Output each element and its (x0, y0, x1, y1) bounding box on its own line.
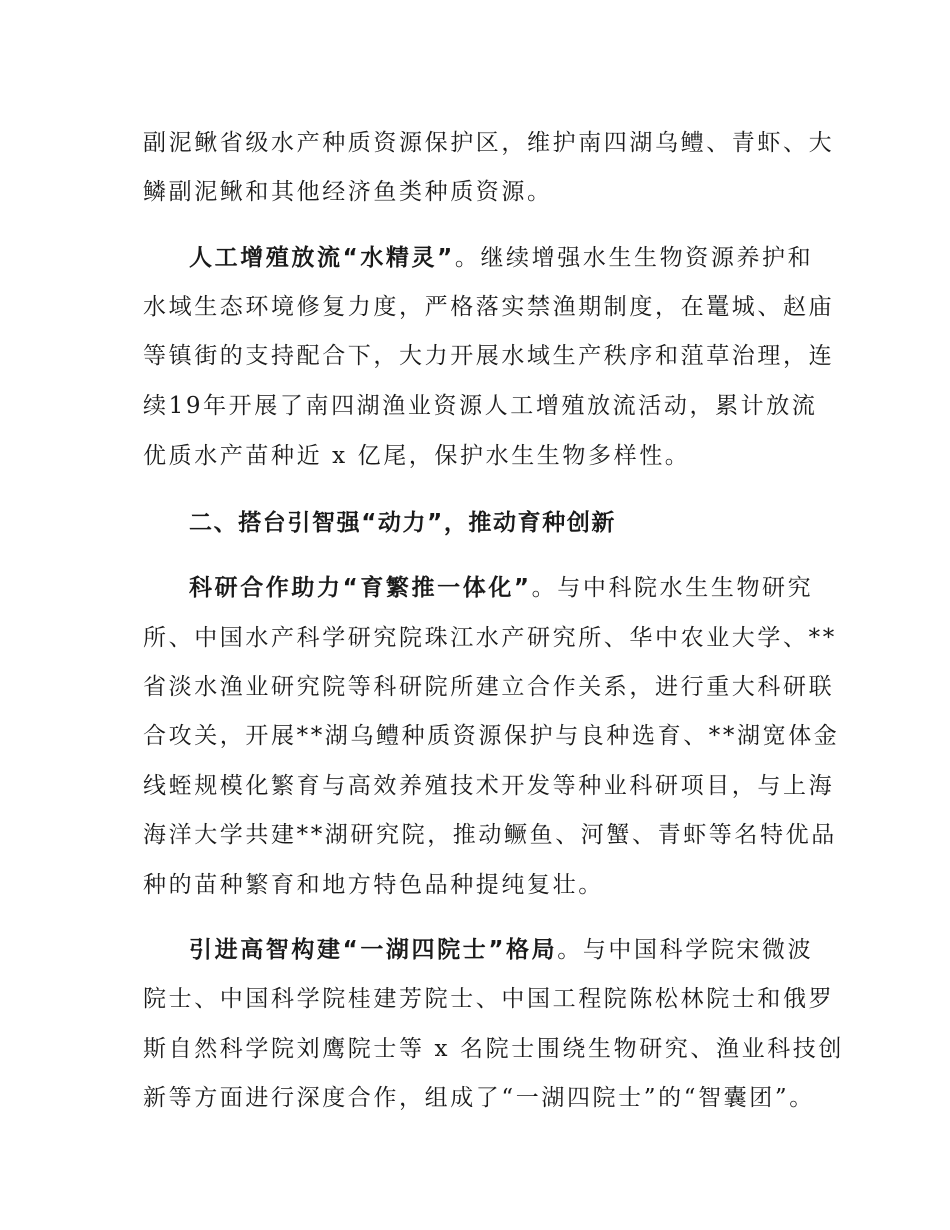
paragraph-4-title: 引进高智构建“一湖四院士”格局 (189, 937, 558, 963)
paragraph-2-line-3: 等镇街的支持配合下，大力开展水域生产秩序和菹草治理，连 (143, 343, 835, 369)
section-heading: 二、搭台引智强“动力”，推动育种创新 (189, 510, 617, 536)
paragraph-3-line-1-text: 。与中科院水生生物研究 (531, 575, 814, 601)
paragraph-2-line-1-text: 。继续增强水生生物资源养护和 (454, 245, 814, 271)
paragraph-4-line-1 (189, 930, 813, 970)
paragraph-3-line-1 (189, 568, 813, 608)
paragraph-3-line-5: 线蛭规模化繁育与高效养殖技术开发等种业科研项目，与上海 (143, 773, 835, 799)
paragraph-2-line-4: 续19年开展了南四湖渔业资源人工增殖放流活动，累计放流 (143, 393, 818, 419)
paragraph-3-line-7: 种的苗种繁育和地方特色品种提纯复壮。 (143, 872, 604, 898)
paragraph-1-line-2: 鳞副泥鳅和其他经济鱼类种质资源。 (143, 179, 553, 205)
paragraph-4-line-2: 院士、中国科学院桂建芳院士、中国工程院陈松林院士和俄罗 (143, 986, 835, 1012)
paragraph-4-line-1-text: 。与中国科学院宋微波 (557, 937, 814, 963)
paragraph-2-line-1 (189, 238, 813, 278)
paragraph-2-line-5: 优质水产苗种近 x 亿尾，保护水生生物多样性。 (143, 443, 691, 469)
paragraph-3-title: 科研合作助力“育繁推一体化” (189, 575, 532, 601)
paragraph-3-line-4: 合攻关，开展**湖乌鳢种质资源保护与良种选育、**湖宽体金 (143, 723, 840, 749)
paragraph-2-line-2: 水域生态环境修复力度，严格落实禁渔期制度，在鼍城、赵庙 (143, 294, 835, 320)
paragraph-3-line-3: 省淡水渔业研究院等科研院所建立合作关系，进行重大科研联 (143, 674, 835, 700)
paragraph-4-line-3: 斯自然科学院刘鹰院士等 x 名院士围绕生物研究、渔业科技创 (143, 1036, 844, 1062)
paragraph-3-line-6: 海洋大学共建**湖研究院，推动鳜鱼、河蟹、青虾等名特优品 (143, 822, 837, 848)
paragraph-3-line-2: 所、中国水产科学研究院珠江水产研究所、华中农业大学、** (143, 625, 837, 651)
paragraph-2-title: 人工增殖放流“水精灵” (189, 245, 455, 271)
paragraph-4-line-4: 新等方面进行深度合作，组成了“一湖四院士”的“智囊团”。 (143, 1085, 815, 1111)
paragraph-1-line-1: 副泥鳅省级水产种质资源保护区，维护南四湖乌鳢、青虾、大 (143, 130, 835, 156)
